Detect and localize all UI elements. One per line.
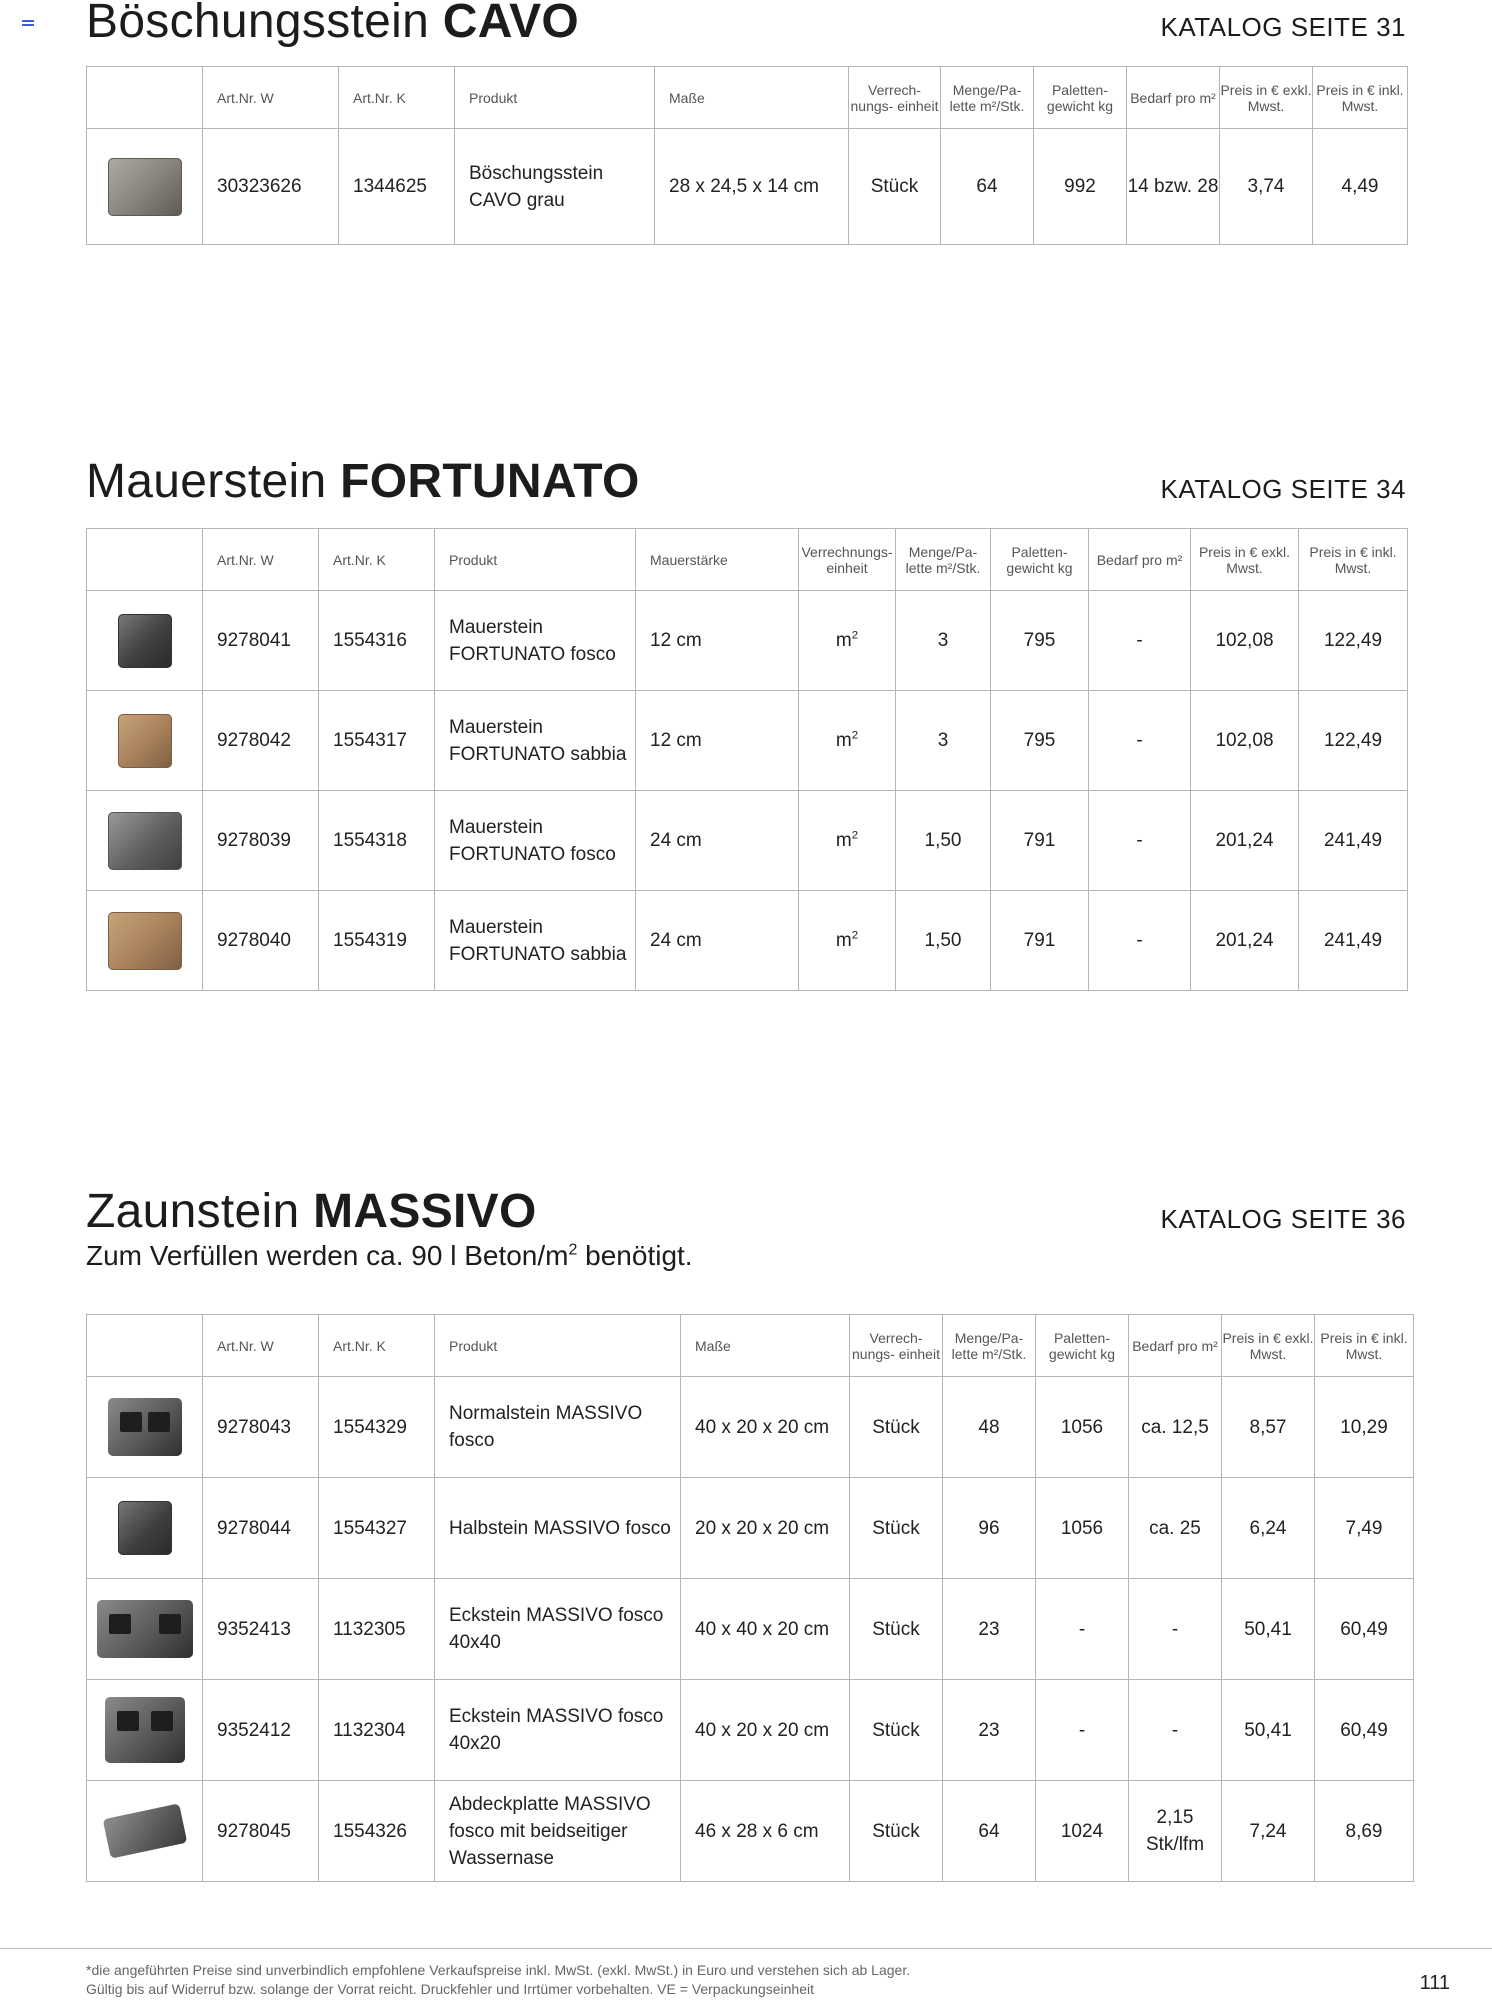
bedarf: 14 bzw. 28: [1127, 129, 1220, 245]
product-table-fortunato: [86, 528, 1408, 991]
header-menge: Menge/Pa- lette m²/Stk.: [941, 67, 1034, 129]
bedarf: ca. 25: [1129, 1478, 1222, 1579]
section-title-fortunato: [86, 454, 640, 509]
art-nr-w: 9352413: [203, 1579, 319, 1680]
katalog-link-fortunato[interactable]: KATALOG SEITE 34: [1160, 474, 1406, 504]
einheit: Stück: [850, 1781, 943, 1882]
header-art-k: Art.Nr. K: [319, 1315, 435, 1377]
table-row[interactable]: [87, 1478, 1414, 1579]
einheit: Stück: [850, 1478, 943, 1579]
product-image: [87, 1579, 203, 1680]
header-art-w: Art.Nr. W: [203, 67, 339, 129]
header-einheit: Verrech- nungs- einheit: [849, 67, 941, 129]
preis-exkl: 50,41: [1222, 1579, 1315, 1680]
header-preis-inkl: Preis in € inkl. Mwst.: [1313, 67, 1408, 129]
product-image: [87, 1478, 203, 1579]
produkt: Normalstein MASSIVO fosco: [435, 1377, 681, 1478]
header-art-k: Art.Nr. K: [339, 67, 455, 129]
preis-inkl: 241,49: [1299, 891, 1408, 991]
header-preis-inkl: Preis in € inkl. Mwst.: [1299, 529, 1408, 591]
table-row[interactable]: [87, 1377, 1414, 1478]
gewicht: -: [1036, 1579, 1129, 1680]
produkt: Eckstein MASSIVO fosco 40x40: [435, 1579, 681, 1680]
table-row[interactable]: [87, 591, 1408, 691]
preis-inkl: 10,29: [1315, 1377, 1414, 1478]
product-image: [87, 1377, 203, 1478]
preis-exkl: 102,08: [1191, 591, 1299, 691]
einheit: Stück: [850, 1680, 943, 1781]
header-image: [87, 1315, 203, 1377]
preis-exkl: 7,24: [1222, 1781, 1315, 1882]
header-menge: Menge/Pa- lette m²/Stk.: [896, 529, 991, 591]
page-number: 111: [1419, 1972, 1450, 1994]
bedarf: ca. 12,5: [1129, 1377, 1222, 1478]
art-nr-w: 9278045: [203, 1781, 319, 1882]
preis-exkl: 201,24: [1191, 891, 1299, 991]
title-bold: CAVO: [442, 0, 580, 48]
menge: 3: [896, 691, 991, 791]
einheit: $m^2$: [799, 891, 896, 991]
art-nr-w: 9278039: [203, 791, 319, 891]
masse: 40 x 40 x 20 cm: [681, 1579, 850, 1680]
preis-exkl: 50,41: [1222, 1680, 1315, 1781]
table-row[interactable]: [87, 1579, 1414, 1680]
einheit: $m^2$: [799, 691, 896, 791]
footnote-line-1: *die angeführten Preise sind unverbindlich empfohlene Verkaufspreise inkl. MwSt. (exkl. MwSt.) in Euro und verstehen sich ab Lager.: [86, 1962, 911, 1978]
produkt: Mauerstein FORTUNATO fosco: [435, 791, 636, 891]
bedarf: -: [1089, 691, 1191, 791]
header-image: [87, 67, 203, 129]
masse: 20 x 20 x 20 cm: [681, 1478, 850, 1579]
mauerstaerke: 12 cm: [636, 691, 799, 791]
header-masse: Maße: [681, 1315, 850, 1377]
produkt: Böschungsstein CAVO grau: [455, 129, 655, 245]
header-preis-inkl: Preis in € inkl. Mwst.: [1315, 1315, 1414, 1377]
product-image: [87, 891, 203, 991]
table-header-row: [87, 1315, 1414, 1377]
footer-divider: [0, 1948, 1492, 1949]
header-produkt: Produkt: [435, 1315, 681, 1377]
table-row[interactable]: [87, 791, 1408, 891]
menge: 23: [943, 1680, 1036, 1781]
einheit: $m^2$: [799, 591, 896, 691]
masse: 46 x 28 x 6 cm: [681, 1781, 850, 1882]
header-gewicht: Paletten- gewicht kg: [991, 529, 1089, 591]
header-bedarf: Bedarf pro m²: [1089, 529, 1191, 591]
subtitle-pre: Zum Verfüllen werden ca. 90 l Beton/m: [86, 1240, 569, 1271]
gewicht: 795: [991, 591, 1089, 691]
menu-icon[interactable]: [22, 20, 34, 28]
produkt: Eckstein MASSIVO fosco 40x20: [435, 1680, 681, 1781]
produkt: Mauerstein FORTUNATO sabbia: [435, 691, 636, 791]
art-nr-k: 1554326: [319, 1781, 435, 1882]
preis-inkl: 241,49: [1299, 791, 1408, 891]
product-table-massivo: [86, 1314, 1414, 1882]
gewicht: 791: [991, 791, 1089, 891]
preis-inkl: 7,49: [1315, 1478, 1414, 1579]
header-bedarf: Bedarf pro m²: [1127, 67, 1220, 129]
produkt: Mauerstein FORTUNATO sabbia: [435, 891, 636, 991]
header-mauerstaerke: Mauerstärke: [636, 529, 799, 591]
menge: 1,50: [896, 891, 991, 991]
produkt: Halbstein MASSIVO fosco: [435, 1478, 681, 1579]
product-table-cavo: [86, 66, 1408, 245]
masse: 40 x 20 x 20 cm: [681, 1377, 850, 1478]
table-row[interactable]: [87, 691, 1408, 791]
menge: 48: [943, 1377, 1036, 1478]
bedarf: -: [1129, 1579, 1222, 1680]
stone-fortunato-sabbia: [108, 912, 182, 970]
stone-massivo-corner: [105, 1697, 185, 1763]
title-light: Mauerstein: [86, 455, 327, 508]
subtitle-sup: 2: [568, 1241, 578, 1259]
stone-massivo-corner: [97, 1600, 193, 1658]
table-header-row: [87, 529, 1408, 591]
product-image: [87, 591, 203, 691]
bedarf: 2,15 Stk/lfm: [1129, 1781, 1222, 1882]
preis-exkl: 8,57: [1222, 1377, 1315, 1478]
preis-exkl: 102,08: [1191, 691, 1299, 791]
gewicht: 1056: [1036, 1377, 1129, 1478]
gewicht: 1056: [1036, 1478, 1129, 1579]
art-nr-w: 9278042: [203, 691, 319, 791]
stone-massivo-half: [118, 1501, 172, 1555]
masse: 28 x 24,5 x 14 cm: [655, 129, 849, 245]
title-bold: FORTUNATO: [340, 455, 640, 508]
header-art-w: Art.Nr. W: [203, 529, 319, 591]
art-nr-k: 1132304: [319, 1680, 435, 1781]
header-gewicht: Paletten- gewicht kg: [1034, 67, 1127, 129]
product-image: [87, 1680, 203, 1781]
art-nr-w: 9352412: [203, 1680, 319, 1781]
table-header-row: [87, 67, 1408, 129]
mauerstaerke: 24 cm: [636, 791, 799, 891]
art-nr-k: 1554317: [319, 691, 435, 791]
bedarf: -: [1089, 891, 1191, 991]
header-art-w: Art.Nr. W: [203, 1315, 319, 1377]
einheit: Stück: [850, 1579, 943, 1680]
bedarf: -: [1089, 591, 1191, 691]
header-preis-exkl: Preis in € exkl. Mwst.: [1222, 1315, 1315, 1377]
gewicht: 791: [991, 891, 1089, 991]
preis-inkl: 60,49: [1315, 1579, 1414, 1680]
einheit: $m^2$: [799, 791, 896, 891]
menge: 1,50: [896, 791, 991, 891]
gewicht: -: [1036, 1680, 1129, 1781]
preis-inkl: 122,49: [1299, 591, 1408, 691]
table-row[interactable]: [87, 891, 1408, 991]
product-image: [87, 791, 203, 891]
menge: 3: [896, 591, 991, 691]
preis-exkl: 201,24: [1191, 791, 1299, 891]
footnote-line-2: Gültig bis auf Widerruf bzw. solange der Vorrat reicht. Druckfehler und Irrtümer vorbehalten. VE = Verpackungseinheit: [86, 1981, 814, 1997]
art-nr-w: 9278040: [203, 891, 319, 991]
katalog-link-cavo[interactable]: KATALOG SEITE 31: [1160, 12, 1406, 42]
menge: 64: [943, 1781, 1036, 1882]
stone-fortunato-fosco: [118, 614, 172, 668]
header-gewicht: Paletten- gewicht kg: [1036, 1315, 1129, 1377]
table-row[interactable]: [87, 129, 1408, 245]
einheit: Stück: [849, 129, 941, 245]
menge: 23: [943, 1579, 1036, 1680]
menge: 64: [941, 129, 1034, 245]
stone-fortunato-fosco: [108, 812, 182, 870]
art-nr-k: 1132305: [319, 1579, 435, 1680]
table-row[interactable]: [87, 1680, 1414, 1781]
table-row[interactable]: [87, 1781, 1414, 1882]
header-art-k: Art.Nr. K: [319, 529, 435, 591]
menge: 96: [943, 1478, 1036, 1579]
stone-cavo-grey: [108, 158, 182, 216]
bedarf: -: [1129, 1680, 1222, 1781]
einheit: Stück: [850, 1377, 943, 1478]
section-title-massivo: [86, 1184, 537, 1239]
art-nr-w: 30323626: [203, 129, 339, 245]
stone-massivo-plate: [102, 1803, 187, 1858]
mauerstaerke: 12 cm: [636, 591, 799, 691]
stone-fortunato-sabbia: [118, 714, 172, 768]
gewicht: 992: [1034, 129, 1127, 245]
gewicht: 1024: [1036, 1781, 1129, 1882]
product-image: [87, 129, 203, 245]
art-nr-w: 9278044: [203, 1478, 319, 1579]
header-produkt: Produkt: [455, 67, 655, 129]
preis-inkl: 8,69: [1315, 1781, 1414, 1882]
header-einheit: Verrechnungs- einheit: [799, 529, 896, 591]
art-nr-w: 9278043: [203, 1377, 319, 1478]
katalog-link-massivo[interactable]: KATALOG SEITE 36: [1160, 1204, 1406, 1234]
preis-inkl: 4,49: [1313, 129, 1408, 245]
header-menge: Menge/Pa- lette m²/Stk.: [943, 1315, 1036, 1377]
art-nr-k: 1554329: [319, 1377, 435, 1478]
art-nr-k: 1554319: [319, 891, 435, 991]
art-nr-k: 1344625: [339, 129, 455, 245]
title-bold: MASSIVO: [313, 1185, 537, 1238]
title-light: Zaunstein: [86, 1185, 300, 1238]
header-preis-exkl: Preis in € exkl. Mwst.: [1220, 67, 1313, 129]
title-light: Böschungsstein: [86, 0, 430, 48]
product-image: [87, 691, 203, 791]
produkt: Abdeckplatte MASSIVO fosco mit beidseitiger Wassernase: [435, 1781, 681, 1882]
masse: 40 x 20 x 20 cm: [681, 1680, 850, 1781]
stone-massivo-normal: [108, 1398, 182, 1456]
preis-inkl: 122,49: [1299, 691, 1408, 791]
header-einheit: Verrech- nungs- einheit: [850, 1315, 943, 1377]
header-produkt: Produkt: [435, 529, 636, 591]
art-nr-k: 1554316: [319, 591, 435, 691]
header-bedarf: Bedarf pro m²: [1129, 1315, 1222, 1377]
mauerstaerke: 24 cm: [636, 891, 799, 991]
section-subtitle-massivo: [86, 1240, 693, 1272]
header-preis-exkl: Preis in € exkl. Mwst.: [1191, 529, 1299, 591]
art-nr-k: 1554318: [319, 791, 435, 891]
product-image: [87, 1781, 203, 1882]
art-nr-w: 9278041: [203, 591, 319, 691]
preis-inkl: 60,49: [1315, 1680, 1414, 1781]
subtitle-post: benötigt.: [577, 1240, 693, 1271]
gewicht: 795: [991, 691, 1089, 791]
preis-exkl: 6,24: [1222, 1478, 1315, 1579]
header-image: [87, 529, 203, 591]
header-masse: Maße: [655, 67, 849, 129]
art-nr-k: 1554327: [319, 1478, 435, 1579]
bedarf: -: [1089, 791, 1191, 891]
preis-exkl: 3,74: [1220, 129, 1313, 245]
section-title-cavo: [86, 0, 579, 49]
produkt: Mauerstein FORTUNATO fosco: [435, 591, 636, 691]
